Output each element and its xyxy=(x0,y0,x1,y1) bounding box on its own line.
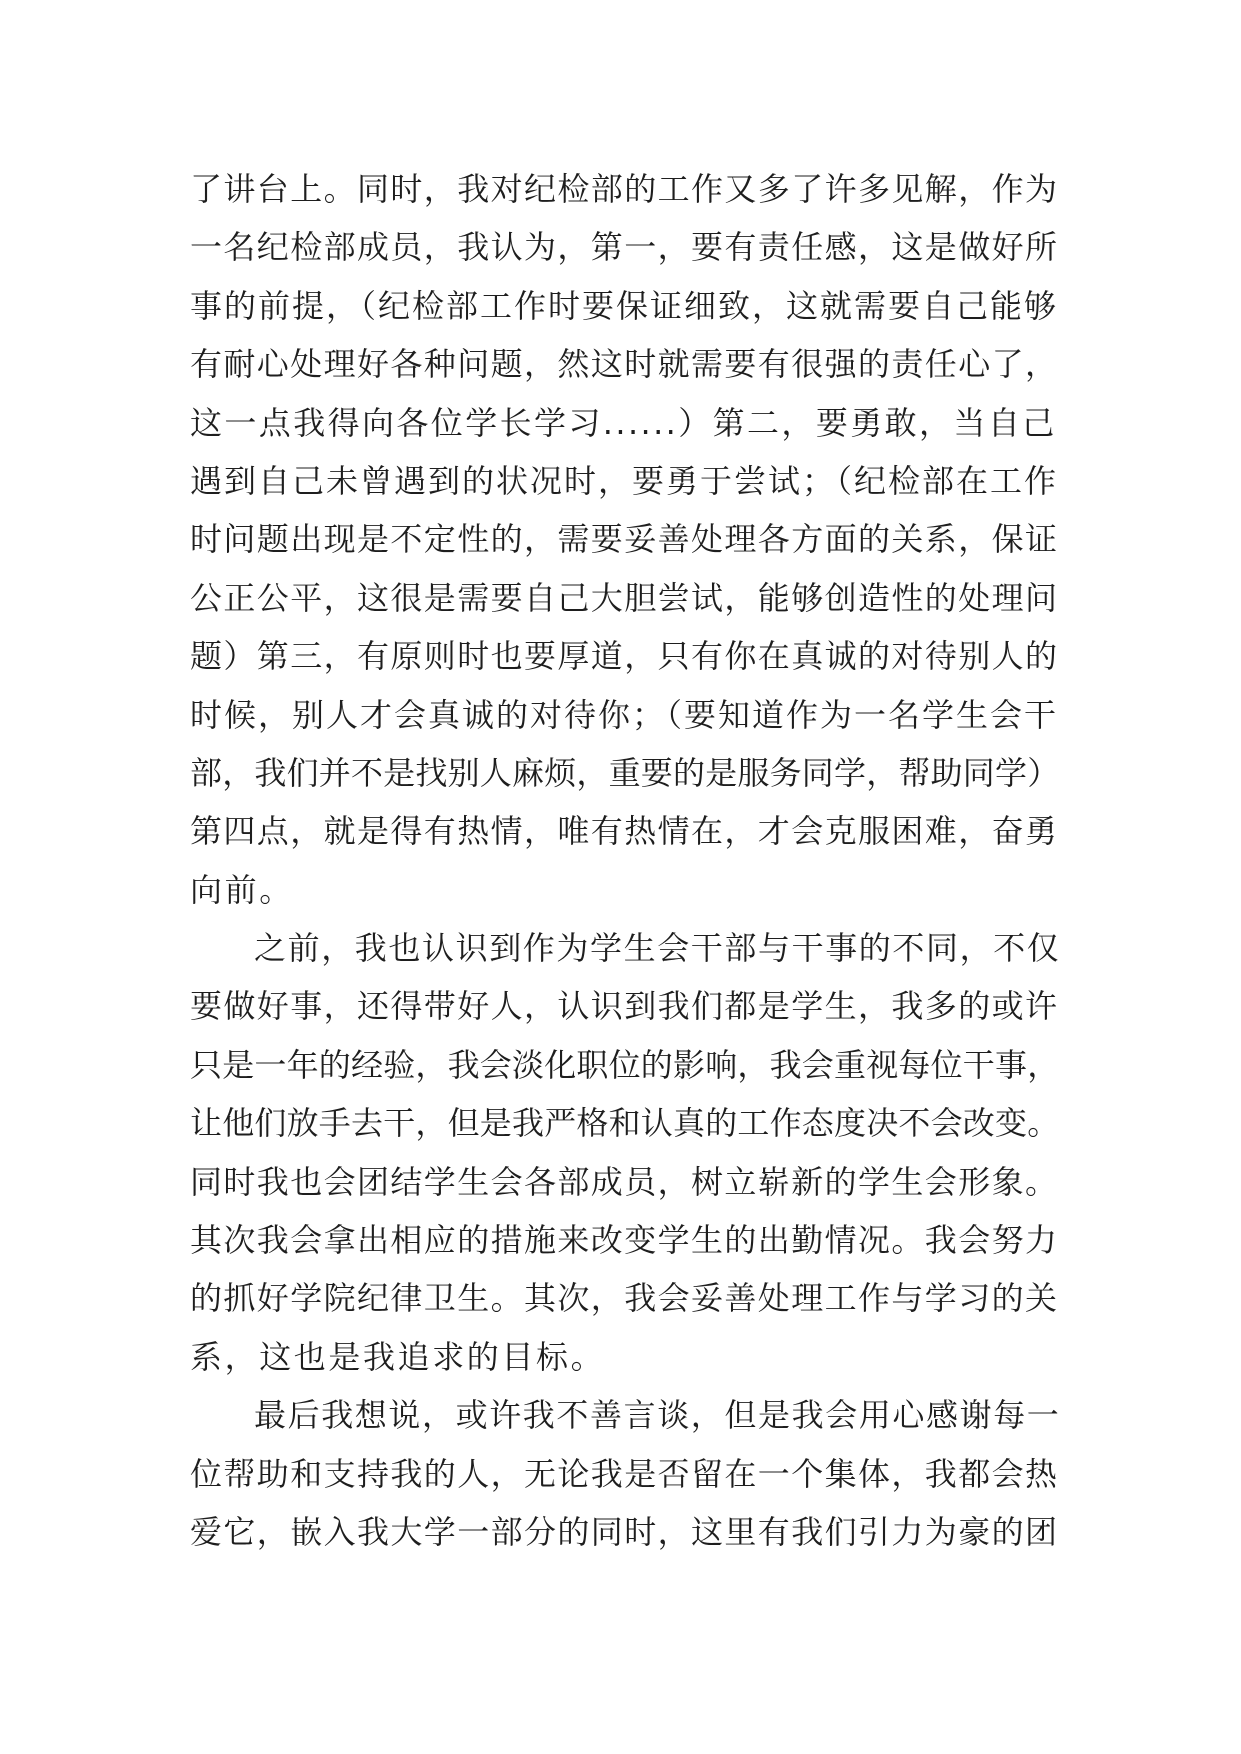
text-line: 位帮助和支持我的人，无论我是否留在一个集体，我都会热 xyxy=(190,1454,1059,1493)
text-line: 第四点，就是得有热情，唯有热情在，才会克服困难，奋勇 xyxy=(190,812,1059,851)
text-line: 遇到自己未曾遇到的状况时，要勇于尝试；（纪检部在工作 xyxy=(190,461,1059,500)
text-line: 的抓好学院纪律卫生。其次，我会妥善处理工作与学习的关 xyxy=(190,1279,1059,1318)
text-line: 其次我会拿出相应的措施来改变学生的出勤情况。我会努力 xyxy=(190,1221,1059,1260)
text-line: 时问题出现是不定性的，需要妥善处理各方面的关系，保证 xyxy=(190,520,1059,559)
text-line: 有耐心处理好各种问题，然这时就需要有很强的责任心了， xyxy=(190,345,1059,384)
text-line: 事的前提，（纪检部工作时要保证细致，这就需要自己能够 xyxy=(190,286,1059,325)
document-body xyxy=(190,160,1060,1561)
text-line-first: 之前，我也认识到作为学生会干部与干事的不同，不仅 xyxy=(254,929,1061,968)
text-line: 题）第三，有原则时也要厚道，只有你在真诚的对待别人的 xyxy=(190,637,1059,676)
text-line: 公正公平，这很是需要自己大胆尝试，能够创造性的处理问 xyxy=(190,578,1059,617)
text-line: 时候，别人才会真诚的对待你；（要知道作为一名学生会干 xyxy=(190,695,1059,734)
text-line: 这一点我得向各位学长学习......）第二，要勇敢，当自己 xyxy=(190,403,1057,442)
text-line: 系，这也是我追求的目标。 xyxy=(190,1337,606,1376)
text-line: 让他们放手去干，但是我严格和认真的工作态度决不会改变。 xyxy=(190,1104,1060,1143)
text-line: 同时我也会团结学生会各部成员，树立崭新的学生会形象。 xyxy=(190,1162,1059,1201)
text-line: 向前。 xyxy=(190,870,294,909)
text-line: 只是一年的经验，我会淡化职位的影响，我会重视每位干事， xyxy=(190,1045,1060,1084)
text-line: 一名纪检部成员，我认为，第一，要有责任感，这是做好所 xyxy=(190,228,1059,267)
text-line: 要做好事，还得带好人，认识到我们都是学生，我多的或许 xyxy=(190,987,1059,1026)
text-line-first: 最后我想说，或许我不善言谈，但是我会用心感谢每一 xyxy=(254,1396,1061,1435)
text-line: 了讲台上。同时，我对纪检部的工作又多了许多见解，作为 xyxy=(190,170,1059,208)
text-line: 爱它，嵌入我大学一部分的同时，这里有我们引力为豪的团 xyxy=(190,1512,1059,1551)
text-line: 部，我们并不是找别人麻烦，重要的是服务同学，帮助同学） xyxy=(190,753,1060,792)
